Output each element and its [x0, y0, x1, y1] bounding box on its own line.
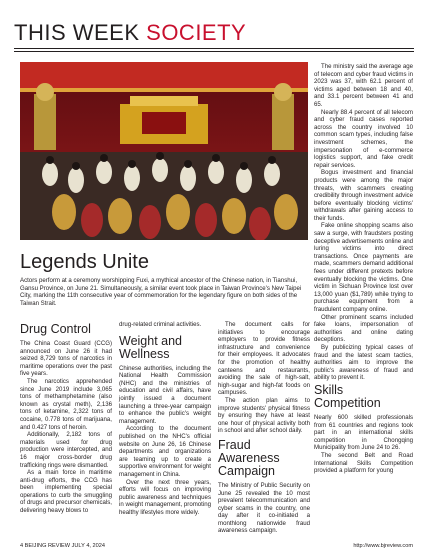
paragraph: As a main force in maritime anti-drug efforts, the CCG has been implementing special operations to curb the smuggling of drugs and precursor chemicals, delivering heavy blows to	[20, 469, 112, 515]
header-rule	[14, 48, 414, 49]
paragraph: Chinese authorities, including the National Health Commission (NHC) and the ministries of education and civil affairs, have jointly issued a document launching a three-year campaign to enhance the public's weight management.	[119, 364, 211, 425]
paragraph: drug-related criminal activities.	[119, 321, 202, 328]
ceremony-illustration	[20, 62, 308, 240]
paragraph: Over the next three years, efforts will focus on improving public awareness and techniques in weight management, promoting healthy lifestyles more widely.	[119, 478, 211, 516]
right-column	[314, 63, 413, 475]
header-section: SOCIETY	[146, 20, 247, 45]
drug-control-column	[20, 321, 112, 515]
paragraph: The document calls for initiatives to encourage employers to provide fitness infrastructure and convenience for their employees. It advocates for the promotion of healthy canteens and restaurants, avoiding the sale of high-salt, high-sugar and high-fat foods on campuses.	[218, 321, 310, 397]
wellness-heading: Weight and Wellness	[119, 333, 183, 361]
header-rule-thin	[14, 51, 414, 52]
paragraph: According to the document published on the NHC's official website on June 26, 16 Chinese departments and organizations are teaming up to create a supportive environment for weight management in China.	[119, 425, 211, 478]
header-this-week: THIS WEEK	[14, 20, 140, 45]
paragraph: The China Coast Guard (CCG) announced on June 26 it had seized 8,729 tons of narcotics in maritime operations over the past five years.	[20, 340, 112, 378]
paragraph: Fake online shopping scams also saw a surge, with fraudsters posting deceptive advertisements online and luring victims into direct transactions. Once payments are made, scammers demand additional fees under different pretexts before eventually blocking the victims. One victim in Sichuan Province lost over 13,000 yuan ($1,789) while trying to purchase equipment from a fraudulent company online.	[314, 222, 413, 313]
wellness-column	[119, 321, 211, 516]
feature-title: Legends Unite	[20, 251, 149, 273]
paragraph: By publicizing typical cases of fraud and the latest scam tactics, authorities aim to improve the public's awareness of fraud and ability to prevent it.	[314, 343, 413, 382]
skills-heading: Skills Competition	[314, 382, 381, 410]
paragraph: The narcotics apprehended since June 2019 include 3,065 tons of methamphetamine (also known as crystal meth), 2,136 tons of ketamine, 2,322 tons of cocaine, 0.778 tons of marijuana, and 0.427 tons of heroin.	[20, 377, 112, 431]
feature-lead: Actors perform at a ceremony worshipping Fuxi, a mythical ancestor of the Chinese nation, in Tianshui, Gansu Province, on June 21. Simultaneously, a similar event took place in Taiwan Province's New Taipei City, marking the 11th consecutive year of commemoration for the legendary figure on both sides of the Taiwan Strait.	[20, 277, 302, 307]
paragraph: The second Belt and Road International Skills Competition provided a platform for young	[314, 451, 413, 475]
ceremony-photo	[20, 62, 308, 240]
footer-url: http://www.bjreview.com	[353, 543, 413, 549]
middle-column	[218, 321, 310, 535]
paragraph: Additionally, 2,182 tons of materials used for drug production were intercepted, and 16 major cross-border drug trafficking rings were dismantled.	[20, 431, 112, 469]
drug-control-heading: Drug Control	[20, 322, 91, 336]
section-header	[14, 20, 246, 46]
paragraph: The action plan aims to improve students' physical fitness by ensuring they have at least one hour of physical activity both in school and after school daily.	[218, 396, 310, 435]
paragraph: The ministry said the average age of telecom and cyber fraud victims in 2023 was 37, with 62.1 percent of victims aged between 18 and 40, and 33.1 percent between 41 and 65.	[314, 63, 413, 108]
paragraph: Other prominent scams included fake loans, impersonation of authorities and online dating deceptions.	[314, 313, 413, 344]
paragraph: Nearly 88.4 percent of all telecom and cyber fraud cases reported across the country involved 10 common scam types, including false investment schemes, the impersonation of e-commerce logistics support, and fake credit repair services.	[314, 108, 413, 169]
paragraph: Nearly 600 skilled professionals from 61 countries and regions took part in an international skills competition in Chongqing Municipality from June 24 to 26.	[314, 413, 413, 452]
paragraph: Bogus investment and financial products were among the major threats, with scammers creating credibility through investment advice before eventually blocking victims' withdrawals after gaining access to their funds.	[314, 169, 413, 222]
paragraph: The Ministry of Public Security on June 25 revealed the 10 most prevalent telecommunication and cyber scams in the country, one day after it co-initiated a monthlong nationwide fraud awareness campaign.	[218, 481, 310, 535]
footer-page-info: 4 BEIJING REVIEW JULY 4, 2024	[20, 543, 105, 549]
fraud-heading: Fraud Awareness Campaign	[218, 437, 280, 478]
